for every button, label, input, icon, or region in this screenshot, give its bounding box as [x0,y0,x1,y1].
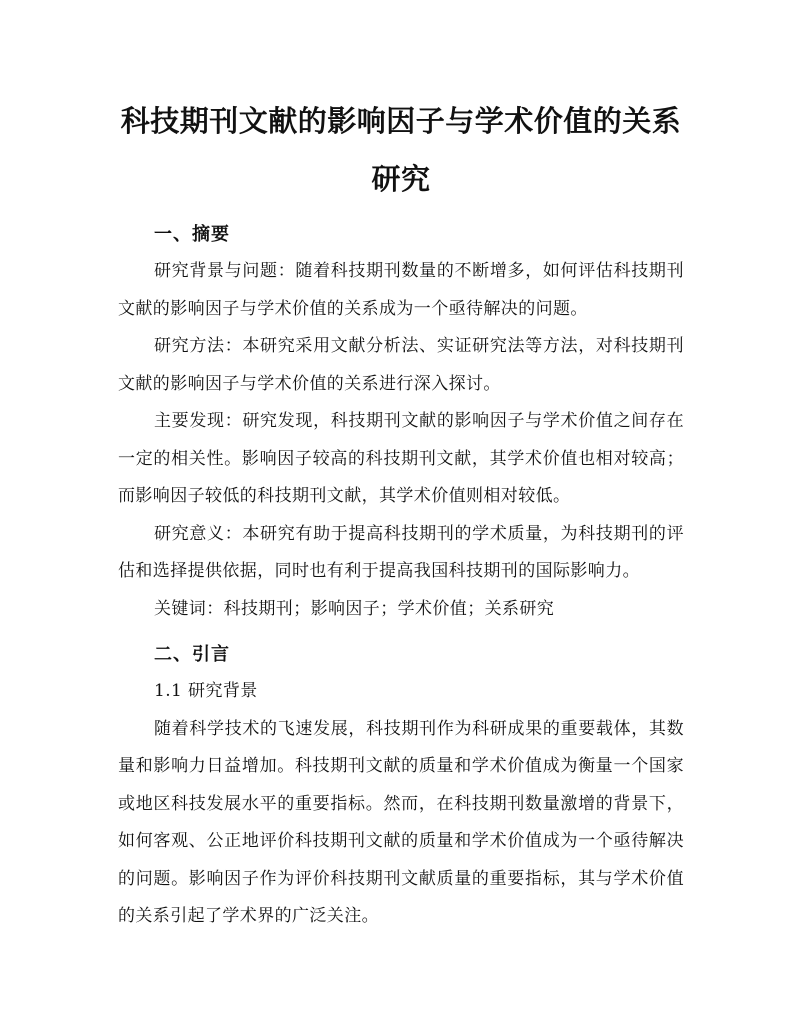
abstract-background-paragraph: 研究背景与问题：随着科技期刊数量的不断增多，如何评估科技期刊文献的影响因子与学术价值的关系成为一个亟待解决的问题。 [118,261,684,319]
keywords-line: 关键词：科技期刊；影响因子；学术价值；关系研究 [154,598,555,619]
research-background-paragraph: 随着科学技术的飞速发展，科技期刊作为科研成果的重要载体，其数量和影响力日益增加。科技期刊文献的质量和学术价值成为衡量一个国家或地区科技发展水平的重要指标。然而，在科技期刊数量激增的背景下，如何客观、公正地评价科技期刊文献的质量和学术价值成为一个亟待解决的问题。影响因子作为评价科技期刊文献质量的重要指标，其与学术价值的关系引起了学术界的广泛关注。 [118,718,684,926]
document-title: 科技期刊文献的影响因子与学术价值的关系研究 [120,104,682,196]
abstract-significance-paragraph: 研究意义：本研究有助于提高科技期刊的学术质量，为科技期刊的评估和选择提供依据，同时也有利于提高我国科技期刊的国际影响力。 [118,523,684,581]
introduction-heading: 二、引言 [154,644,230,665]
abstract-findings-paragraph: 主要发现：研究发现，科技期刊文献的影响因子与学术价值之间存在一定的相关性。影响因子较高的科技期刊文献，其学术价值也相对较高；而影响因子较低的科技期刊文献，其学术价值则相对较低。 [118,411,684,506]
abstract-heading: 一、摘要 [154,224,230,245]
abstract-methods-paragraph: 研究方法：本研究采用文献分析法、实证研究法等方法，对科技期刊文献的影响因子与学术价值的关系进行深入探讨。 [118,336,684,394]
research-background-subheading: 1.1 研究背景 [154,681,258,701]
